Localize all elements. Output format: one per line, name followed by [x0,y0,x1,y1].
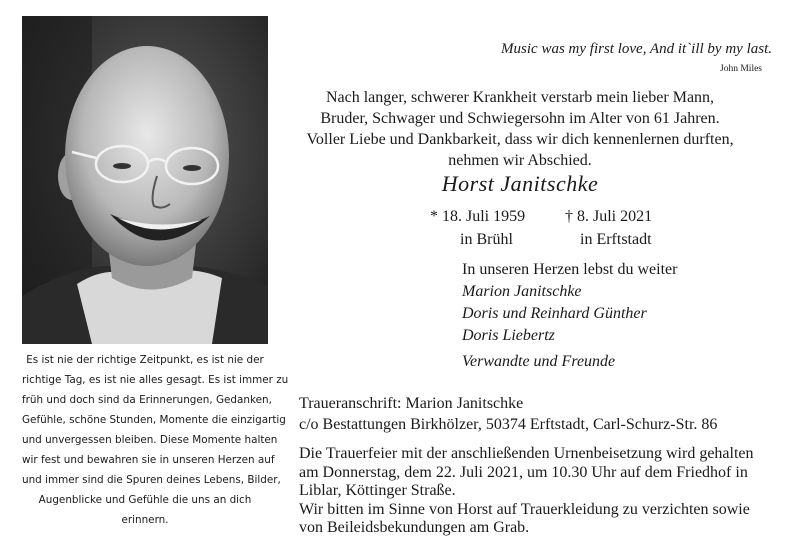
mourners-relatives: Verwandte und Freunde [462,353,616,370]
notice-text [296,0,786,556]
intro-line: Voller Liebe und Dankbarkeit, dass wir dich kennenlernen durften, [306,131,734,148]
address-line: Traueranschrift: Marion Janitschke [299,395,524,412]
caption-line: früh und doch sind da Erinnerungen, Gedanken, [22,394,272,406]
intro-line: Nach langer, schwerer Krankheit verstarb mein lieber Mann, [325,89,715,106]
death-info [565,205,652,251]
mourners-heading: In unseren Herzen lebst du weiter [462,261,678,278]
intro-line: nehmen wir Abschied. [448,152,592,169]
portrait-photo [22,16,268,344]
service-line: Die Trauerfeier mit der anschließenden Urnenbeisetzung wird gehalten [299,445,754,462]
portrait-photo-icon [22,16,268,344]
death-place: in Erftstadt [580,231,652,248]
birth-date: * 18. Juli 1959 [430,208,526,225]
deceased-name: Horst Janitschke [441,171,599,196]
caption-line: wir fest und bewahren sie in unseren Herzen auf [22,454,275,466]
quote-author: John Miles [720,64,762,74]
death-date: † 8. Juli 2021 [565,208,653,225]
service-line: von Beileidsbekundungen am Grab. [299,519,530,537]
caption-line: erinnern. [121,514,169,526]
caption-line: und unvergessen bleiben. Diese Momente halten [22,434,278,446]
intro-text [296,87,744,171]
service-line: Liblar, Köttinger Straße. [299,482,456,500]
address-line: c/o Bestattungen Birkhölzer, 50374 Erftstadt, Carl-Schurz-Str. 86 [299,416,718,433]
quote-text: Music was my first love, And it`ill by my last. [501,41,772,57]
service-line: am Donnerstag, dem 22. Juli 2021, um 10.30 Uhr auf dem Friedhof in [299,463,748,481]
caption-line: richtige Tag, es ist nie alles gesagt. Es ist immer zu [22,374,289,386]
birth-place: in Brühl [460,231,513,248]
caption-line: Es ist nie der richtige Zeitpunkt, es ist nie der [26,354,264,366]
caption-line: und immer sind die Spuren deines Lebens, Bilder, [22,474,281,486]
caption-line: Augenblicke und Gefühle die uns an dich [38,494,252,506]
mourner-name: Doris Liebertz [462,327,555,344]
intro-line: Bruder, Schwager und Schwiegersohn im Alter von 61 Jahren. [320,110,720,127]
mourner-name: Doris und Reinhard Günther [462,305,647,322]
mourning-address [299,393,717,435]
memorial-caption [22,350,289,530]
caption-line: Gefühle, schöne Stunden, Momente die einzigartig [22,414,286,426]
service-line: Wir bitten im Sinne von Horst auf Trauerkleidung zu verzichten sowie [299,500,750,518]
birth-info [430,205,525,251]
mourner-name: Marion Janitschke [462,283,582,300]
funeral-service-info [299,445,754,538]
mourners-list [462,259,677,373]
